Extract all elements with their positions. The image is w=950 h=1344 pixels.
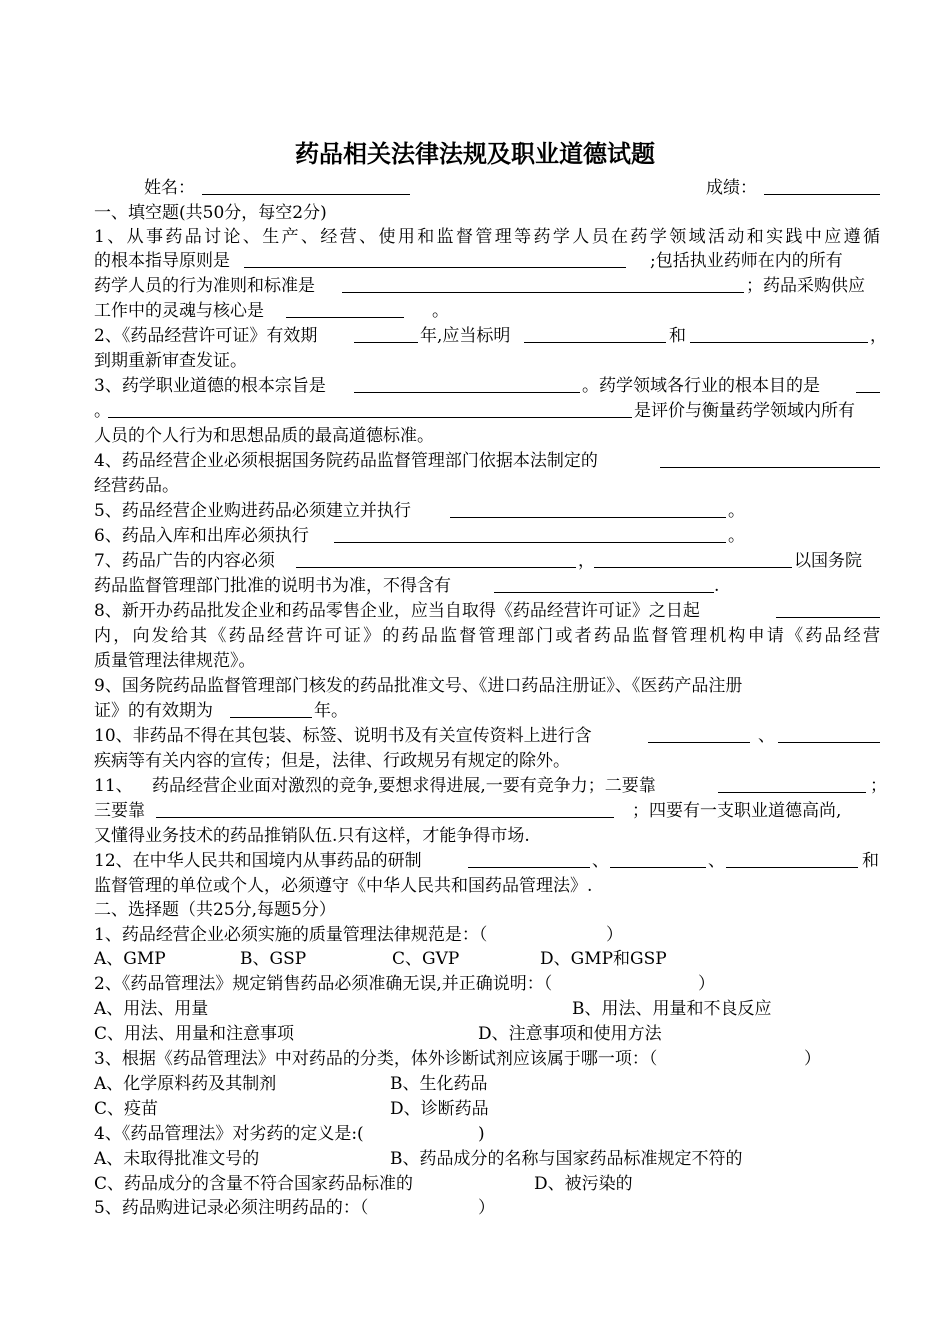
q1-line-1: 1、从事药品讨论、生产、经营、使用和监督管理等药学人员在药学领域活动和实践中应遵循: [94, 227, 880, 247]
c1-close: ）: [606, 925, 623, 945]
q11-line-3: 又懂得业务技术的药品推销队伍.只有这样，才能争得市场.: [94, 826, 530, 846]
q10-blank-2[interactable]: [778, 724, 880, 743]
q4-line-1: [94, 449, 880, 473]
c1-question: [94, 923, 880, 947]
q1-line-2: [94, 249, 880, 273]
q8-line-1: [94, 599, 880, 623]
c2-text: 2、《药品管理法》规定销售药品必须准确无误,并正确说明：（: [94, 974, 553, 994]
q11-text: 三要靠: [94, 801, 145, 821]
q12-text: 12、在中华人民共和国境内从事药品的研制: [94, 851, 422, 871]
section-fill-heading: 一、填空题(共50分，每空2分): [94, 203, 327, 223]
q6-line-1: [94, 524, 880, 548]
q1-text: 工作中的灵魂与核心是: [94, 301, 264, 321]
q12-blank-3[interactable]: [726, 849, 858, 868]
q12-line-2: 监督管理的单位或个人，必须遵守《中华人民共和国药品管理法》.: [94, 876, 593, 896]
c2-option-b[interactable]: B、用法、用量和不良反应: [572, 999, 772, 1019]
q8-line-3: 质量管理法律规范》。: [94, 651, 256, 671]
c1-option-d[interactable]: D、GMP和GSP: [540, 949, 667, 969]
q5-blank-1[interactable]: [450, 499, 726, 518]
q2-blank-2[interactable]: [524, 324, 666, 343]
q1-line-3: [94, 274, 880, 298]
q7-blank-1[interactable]: [296, 549, 576, 568]
q1-text: 。: [432, 301, 449, 321]
q11-text: ；: [870, 776, 887, 796]
q2-text: 年,应当标明: [420, 326, 511, 346]
q7-blank-2[interactable]: [594, 549, 792, 568]
c3-option-a[interactable]: A、化学原料药及其制剂: [94, 1074, 277, 1094]
q9-text: 证》的有效期为: [94, 701, 213, 721]
q7-blank-3[interactable]: [494, 574, 714, 593]
q6-blank-1[interactable]: [334, 524, 726, 543]
c2-options-row-2: [94, 1022, 880, 1046]
score-label: 成绩：: [706, 178, 757, 198]
q9-line-1: 9、国务院药品监督管理部门核发的药品批准文号、《进口药品注册证》、《医药产品注册: [94, 676, 743, 696]
q3-blank-3[interactable]: [108, 399, 632, 418]
c2-option-d[interactable]: D、注意事项和使用方法: [478, 1024, 662, 1044]
q1-text: 的根本指导原则是: [94, 251, 230, 271]
c3-question: [94, 1047, 880, 1071]
c3-close: ）: [804, 1049, 821, 1069]
c5-close: ）: [478, 1198, 495, 1218]
q3-text: 。药学领域各行业的根本目的是: [582, 376, 820, 396]
c1-options: [94, 947, 880, 971]
q10-blank-1[interactable]: [648, 724, 750, 743]
c5-question: [94, 1196, 880, 1220]
q7-text: 以国务院: [794, 551, 862, 571]
q3-blank-2[interactable]: [856, 374, 880, 393]
q5-line-1: [94, 499, 880, 523]
q11-text: 11、: [94, 776, 133, 796]
q1-text: 药学人员的行为准则和标准是: [94, 276, 315, 296]
c4-close: ): [478, 1124, 485, 1144]
q7-text: .: [714, 576, 720, 596]
q5-text: 。: [728, 501, 745, 521]
q4-blank-1[interactable]: [660, 449, 880, 468]
q12-text: 、: [708, 851, 725, 871]
q11-blank-1[interactable]: [718, 774, 866, 793]
q3-line-1: [94, 374, 880, 398]
c3-options-row-1: [94, 1072, 880, 1096]
c3-options-row-2: [94, 1097, 880, 1121]
c2-option-a[interactable]: A、用法、用量: [94, 999, 209, 1019]
q11-line-1: [94, 774, 887, 798]
q12-text: 、: [592, 851, 609, 871]
c2-close: ）: [698, 974, 715, 994]
q11-line-2: [94, 799, 880, 823]
q10-text: 10、非药品不得在其包装、标签、说明书及有关宣传资料上进行含: [94, 726, 592, 746]
q2-text: 2、《药品经营许可证》有效期: [94, 326, 318, 346]
q8-blank-1[interactable]: [776, 599, 880, 618]
q12-blank-1[interactable]: [468, 849, 590, 868]
q11-text: ；四要有一支职业道德高尚,: [632, 801, 842, 821]
c1-text: 1、药品经营企业必须实施的质量管理法律规范是：（: [94, 925, 488, 945]
q7-text: 7、药品广告的内容必须: [94, 551, 275, 571]
q6-text: 6、药品入库和出库必须执行: [94, 526, 309, 546]
q1-text: ;包括执业药师在内的所有: [650, 251, 843, 271]
q7-text: ，: [578, 551, 595, 571]
q12-text: 和: [862, 851, 879, 871]
c4-options-row-2: [94, 1172, 880, 1196]
c1-option-b[interactable]: B、GSP: [240, 949, 307, 969]
q1-text: ；药品采购供应: [746, 276, 865, 296]
c4-text: 4、《药品管理法》对劣药的定义是:(: [94, 1124, 364, 1144]
c4-option-b[interactable]: B、药品成分的名称与国家药品标准规定不符的: [390, 1149, 743, 1169]
q10-line-2: 疾病等有关内容的宣传；但是，法律、行政规另有规定的除外。: [94, 751, 570, 771]
q9-line-2: [94, 699, 880, 723]
q7-text: 药品监督管理部门批准的说明书为准，不得含有: [94, 576, 451, 596]
c5-text: 5、药品购进记录必须注明药品的：（: [94, 1198, 369, 1218]
q1-line-4: [94, 299, 880, 323]
q1-blank-3[interactable]: [286, 299, 404, 318]
q3-line-2: [94, 399, 880, 423]
q11-blank-2[interactable]: [156, 799, 614, 818]
c3-option-d[interactable]: D、诊断药品: [390, 1099, 489, 1119]
c1-option-a[interactable]: A、GMP: [94, 949, 166, 969]
q2-line-2: 到期重新审查发证。: [94, 351, 247, 371]
c3-text: 3、根据《药品管理法》中对药品的分类，体外诊断试剂应该属于哪一项：（: [94, 1049, 658, 1069]
score-field[interactable]: [764, 176, 880, 195]
q2-text: 和: [669, 326, 686, 346]
q12-blank-2[interactable]: [610, 849, 706, 868]
section-choice-heading: 二、选择题（共25分,每题5分）: [94, 900, 336, 920]
q8-text: 8、新开办药品批发企业和药品零售企业，应当自取得《药品经营许可证》之日起: [94, 601, 700, 621]
c3-option-b[interactable]: B、生化药品: [390, 1074, 488, 1094]
c2-question: [94, 972, 880, 996]
q3-text: 3、药学职业道德的根本宗旨是: [94, 376, 326, 396]
q2-blank-1[interactable]: [354, 324, 418, 343]
c4-option-c[interactable]: C、药品成分的含量不符合国家药品标准的: [94, 1174, 414, 1194]
name-label: 姓名：: [144, 178, 195, 198]
q11-text: 药品经营企业面对激烈的竞争,要想求得进展,一要有竞争力；二要靠: [152, 776, 656, 796]
q10-text: 、: [758, 726, 775, 746]
q12-line-1: [94, 849, 880, 873]
q4-text: 4、药品经营企业必须根据国务院药品监督管理部门依据本法制定的: [94, 451, 598, 471]
q3-line-3: 人员的个人行为和思想品质的最高道德标准。: [94, 426, 434, 446]
c4-option-d[interactable]: D、被污染的: [534, 1174, 633, 1194]
q10-line-1: [94, 724, 880, 748]
q7-line-1: [94, 549, 880, 573]
c4-option-a[interactable]: A、未取得批准文号的: [94, 1149, 260, 1169]
q1-blank-1[interactable]: [244, 249, 626, 268]
q3-text: 是评价与衡量药学领域内所有: [634, 401, 855, 421]
q7-line-2: [94, 574, 880, 598]
page-title: 药品相关法律法规及职业道德试题: [295, 140, 655, 168]
q5-text: 5、药品经营企业购进药品必须建立并执行: [94, 501, 411, 521]
name-field[interactable]: [202, 176, 410, 195]
q9-text: 年。: [314, 701, 348, 721]
q2-text: ，: [870, 326, 887, 346]
q3-text: 。: [94, 401, 111, 421]
q9-blank-1[interactable]: [230, 699, 312, 718]
q3-blank-1[interactable]: [354, 374, 580, 393]
c4-options-row-1: [94, 1147, 880, 1171]
q4-line-2: 经营药品。: [94, 476, 179, 496]
c3-option-c[interactable]: C、疫苗: [94, 1099, 159, 1119]
c2-option-c[interactable]: C、用法、用量和注意事项: [94, 1024, 295, 1044]
q6-text: 。: [728, 526, 745, 546]
q8-line-2: 内，向发给其《药品经营许可证》的药品监督管理部门或者药品监督管理机构申请《药品经营: [94, 626, 880, 646]
q1-blank-2[interactable]: [342, 274, 744, 293]
c1-option-c[interactable]: C、GVP: [392, 949, 460, 969]
q2-blank-3[interactable]: [690, 324, 868, 343]
c4-question: [94, 1122, 880, 1146]
q2-line-1: [94, 324, 887, 348]
c2-options-row-1: [94, 997, 880, 1021]
name-score-row: [94, 176, 880, 200]
